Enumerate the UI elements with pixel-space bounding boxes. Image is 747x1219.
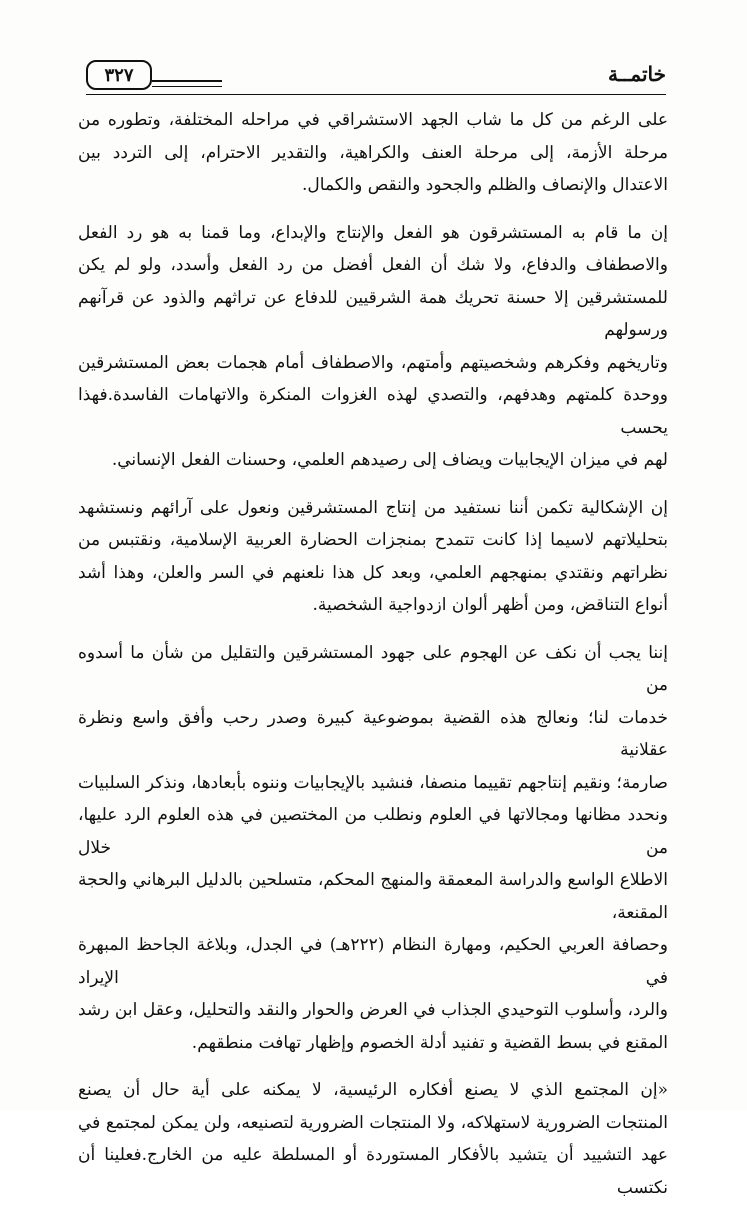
text-line: الاعتدال والإنصاف والظلم والجحود والنقص والكمال. (302, 175, 668, 195)
text-line: على الرغم من كل ما شاب الجهد الاستشراقي في مراحله المختلفة، وتطوره من (78, 110, 668, 130)
paragraph-4 (78, 637, 668, 1060)
text-line: ووحدة كلمتهم وهدفهم، والتصدي لهذه الغزوات المنكرة والاتهامات الفاسدة.فهذا يحسب (78, 385, 668, 438)
header-rule-short-bottom (152, 86, 222, 87)
text-line: الاطلاع الواسع والدراسة المعمقة والمنهج المحكم، متسلحين بالدليل البرهاني والحجة المقنعة، (78, 870, 668, 923)
text-line: بتحليلاتهم لاسيما إذا كانت تتمدح بمنجزات الحضارة العربية الإسلامية، ونقتبس من (78, 530, 668, 550)
header-rule-short-top (152, 80, 222, 82)
text-line: «إن المجتمع الذي لا يصنع أفكاره الرئيسية، لا يمكنه على أية حال أن يصنع (78, 1080, 668, 1100)
text-line: إن الإشكالية تكمن أننا نستفيد من إنتاج المستشرقين ونعول على آرائهم ونستشهد (78, 497, 668, 518)
page-body (78, 104, 668, 1219)
header-rule-long (86, 94, 666, 95)
text-line: ونحدد مظانها ومجالاتها في العلوم ونطلب من المختصين في هذه العلوم الرد عليها، من خلال (78, 805, 668, 858)
paragraph-5 (78, 1074, 668, 1204)
text-line: المنتجات الضرورية لاستهلاكه، ولا المنتجات الضرورية لتصنيعه، ولن يمكن لمجتمع في (78, 1112, 668, 1133)
text-line: خدمات لنا؛ ونعالج هذه القضية بموضوعية كبيرة وصدر رحب وأفق واسع ونظرة عقلانية (78, 707, 668, 760)
page-number: ٣٢٧ (86, 60, 152, 90)
text-line: للمستشرقين إلا حسنة تحريك همة الشرقيين للدفاع عن تراثهم والذود عن قرآنهم ورسولهم (78, 287, 668, 340)
text-line: نظراتهم ونقتدي بمنهجهم العلمي، وبعد كل هذا نلعنهم في السر والعلن، وهذا أشد (78, 562, 668, 583)
paragraph-1 (78, 104, 668, 202)
text-line: صارمة؛ ونقيم إنتاجهم تقييما منصفا، فنشيد بالإيجابيات وننوه بأبعادها، ونذكر السلبيات (78, 772, 668, 793)
text-line: المقنع في بسط القضية و تفنيد أدلة الخصوم وإظهار تهافت منطقهم. (191, 1032, 668, 1053)
chapter-title (608, 62, 666, 86)
paragraph-3 (78, 492, 668, 622)
text-line: وتاريخهم وفكرهم وشخصيتهم وأمتهم، والاصطفاف أمام هجمات بعض المستشرقين (78, 352, 668, 373)
text-line: إننا يجب أن نكف عن الهجوم على جهود المستشرقين والتقليل من شأن ما أسدوه من (78, 642, 668, 695)
text-line: وحصافة العربي الحكيم، ومهارة النظام (٢٢٢هـ) في الجدل، وبلاغة الجاحظ المبهرة في الإيراد (78, 935, 668, 988)
text-line: إن ما قام به المستشرقون هو الفعل والإنتاج والإبداع، وما قمنا به هو رد الفعل (78, 222, 668, 243)
paragraph-2 (78, 217, 668, 477)
text-line: أنواع التناقض، ومن أظهر ألوان ازدواجية الشخصية. (312, 595, 668, 615)
chapter-title-text: خاتمــة (607, 62, 666, 86)
text-line: عهد التشييد أن يتشيد بالأفكار المستوردة أو المسلطة عليه من الخارج.فعلينا أن نكتسب (78, 1145, 669, 1198)
page-header (86, 60, 666, 98)
text-line: مرحلة الأزمة، إلى مرحلة العنف والكراهية، والتقدير الاحترام، إلى التردد بين (78, 142, 668, 163)
text-line: والاصطفاف والدفاع، ولا شك أن الفعل أفضل من رد الفعل وأسدد، ولو لم يكن (78, 255, 668, 275)
text-line: والرد، وأسلوب التوحيدي الجذاب في العرض والحوار والنقد والتحليل، وعقل ابن رشد (78, 1000, 668, 1020)
text-line: لهم في ميزان الإيجابيات ويضاف إلى رصيدهم العلمي، وحسنات الفعل الإنساني. (111, 450, 668, 470)
